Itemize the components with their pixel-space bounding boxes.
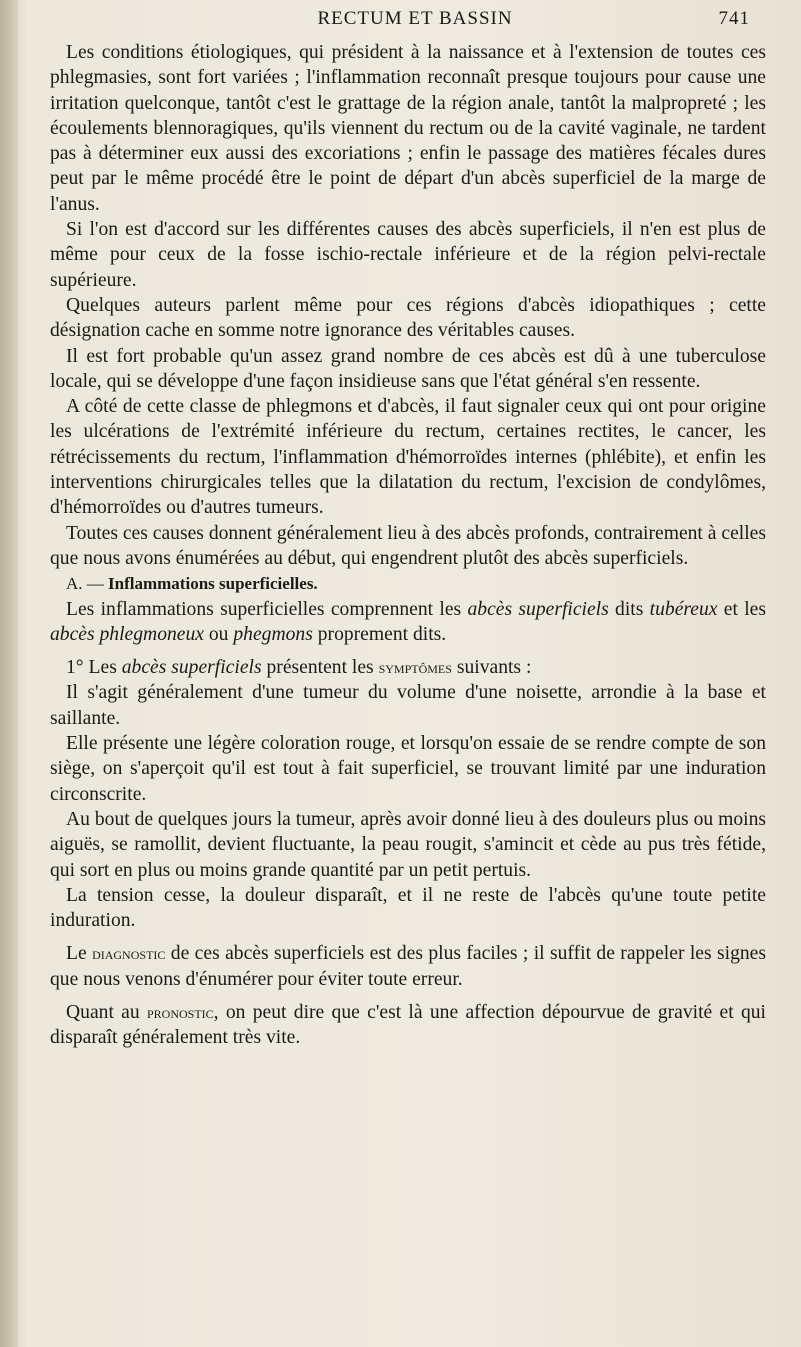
paragraph-intro (50, 597, 766, 648)
small-caps-term: diagnostic (92, 943, 166, 964)
paragraph: Toutes ces causes donnent généralement lieu à des abcès profonds, contrairement à celles que nous avons énumérées au début, qui engendrent plutôt des abcès superficiels. (50, 522, 766, 569)
paragraph: Au bout de quelques jours la tumeur, après avoir donné lieu à des douleurs plus ou moins aiguës, se ramollit, devient fluctuante, la peau rougit, s'amincit et cède au pus très fétide, qui sort en plus ou moins grande quantité par un petit pertuis. (50, 808, 766, 881)
paragraph: Si l'on est d'accord sur les différentes causes des abcès superficiels, il n'en est plus de même pour ceux de la fosse ischio-rectale inférieure et de la région pelvi-rectale supérieure. (50, 219, 766, 291)
paragraph: Les conditions étiologiques, qui président à la naissance et à l'extension de toutes ces phlegmasies, sont fort variées ; l'inflammation reconnaît presque toujours pour cause une irritation quelconque, tantôt c'est le grattage de la région anale, tantôt la malpropreté ; les écoulements blennoragiques, qu'ils viennent du rectum ou de la cavité vaginale, ne tardent pas à déterminer eux aussi des excoriations ; enfin le passage des matières fécales dures peut par le même procédé être le point de départ d'un abcès superficiel de la marge de l'anus. (50, 42, 766, 215)
small-caps-term: pronostic (146, 1001, 214, 1022)
paragraph-pronostic (50, 1000, 766, 1051)
text-run: Le (66, 943, 93, 965)
section-letter: A. — (66, 574, 104, 594)
paragraph: Quelques auteurs parlent même pour ces régions d'abcès idiopathiques ; cette désignation cache en somme notre ignorance des véritables causes. (50, 294, 766, 342)
text-run: présentent les (261, 657, 379, 679)
text-run: dits (608, 598, 650, 620)
paragraph-diagnostic (50, 941, 766, 992)
running-title: RECTUM ET BASSIN (317, 8, 513, 29)
text-run: proprement dits. (312, 623, 447, 645)
text-run: Quant au (66, 1001, 147, 1023)
page-spine-shadow (0, 0, 18, 1347)
paragraph: Il s'agit généralement d'une tumeur du volume d'une noisette, arrondie à la base et saillante. (50, 682, 766, 729)
italic-term: phegmons (233, 623, 313, 645)
italic-term: abcès phlegmoneux (50, 623, 204, 645)
paragraph: Il est fort probable qu'un assez grand nombre de ces abcès est dû à une tuberculose locale, qui se développe d'une façon insidieuse sans que l'état général s'en ressente. (50, 345, 766, 392)
text-run: ou (203, 623, 234, 645)
text-run: 1° Les (66, 657, 122, 679)
section-heading (50, 571, 766, 596)
page-body (50, 40, 766, 1051)
text-run: suivants : (451, 657, 532, 679)
italic-term: tubéreux (649, 598, 718, 620)
text-run: Les inflammations superficielles comprennent les (66, 598, 468, 620)
paragraph: La tension cesse, la douleur disparaît, et il ne reste de l'abcès qu'une toute petite induration. (50, 884, 766, 932)
text-run: , on peut dire que c'est là une affection dépourvue de gravité et qui disparaît généralement très vite. (50, 1001, 766, 1049)
paragraph-symptoms (50, 655, 766, 680)
paragraph: Elle présente une légère coloration rouge, et lorsqu'on essaie de se rendre compte de son siège, on s'aperçoit qu'il est tout à fait superficiel, se trouvant limité par une induration circonscrite. (50, 733, 766, 805)
page-number: 741 (718, 8, 750, 29)
running-header (80, 8, 750, 36)
italic-term: abcès superficiels (467, 598, 609, 620)
section-title: Inflammations superficielles. (108, 574, 318, 594)
text-run: de ces abcès superficiels est des plus faciles ; il suffit de rappeler les signes que nous venons d'énumérer pour éviter toute erreur. (50, 943, 766, 990)
text-run: et les (717, 598, 767, 620)
italic-term: abcès superficiels (121, 657, 262, 679)
paragraph: A côté de cette classe de phlegmons et d'abcès, il faut signaler ceux qui ont pour origine les ulcérations de l'extrémité inférieure du rectum, certaines rectites, le cancer, les rétrécissements du rectum, l'inflammation d'hémorroïdes internes (phlébite), et enfin les interventions chirurgicales telles que la dilatation du rectum, l'excision de condylômes, d'hémorroïdes ou d'autres tumeurs. (50, 396, 766, 519)
small-caps-term: symptômes (378, 657, 452, 678)
